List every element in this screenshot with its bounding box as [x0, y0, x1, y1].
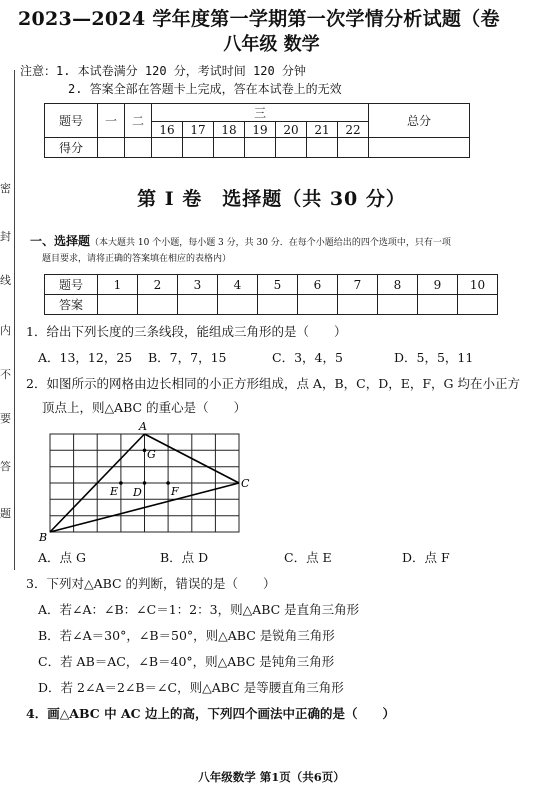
question-2-option-a: A．点 G: [38, 550, 86, 565]
answer-cell[interactable]: [218, 295, 258, 315]
answer-number: 3: [178, 275, 218, 295]
margin-char: 封: [0, 230, 11, 243]
answer-cell[interactable]: [338, 295, 378, 315]
score-cell[interactable]: [183, 138, 214, 158]
exam-subtitle: 八年级 数学: [223, 34, 320, 55]
margin-char: 答: [0, 460, 11, 473]
score-cell[interactable]: [152, 138, 183, 158]
section-intro-main: 一、选择题: [30, 234, 91, 248]
section-intro-line-2: [42, 250, 231, 264]
score-row-label: 题号: [45, 104, 98, 138]
answer-row-label: 答案: [45, 295, 98, 315]
score-cell[interactable]: [98, 138, 125, 158]
answer-number: 4: [218, 275, 258, 295]
answer-number: 6: [298, 275, 338, 295]
question-2-stem-line-2: 顶点上，则△ABC 的重心是（ ）: [42, 400, 247, 415]
question-2-stem-line-1: 2．如图所示的网格由边长相同的小正方形组成，点 A，B，C，D，E，F，G 均在小正方: [26, 376, 520, 391]
question-2-option-d: D．点 F: [402, 550, 450, 565]
score-sub-number: 16: [152, 122, 183, 138]
score-cell[interactable]: [214, 138, 245, 158]
score-cell[interactable]: [276, 138, 307, 158]
question-3-stem: 3．下列对△ABC 的判断，错误的是（ ）: [26, 576, 276, 591]
section-intro-line-1: [30, 232, 451, 249]
answer-number: 1: [98, 275, 138, 295]
question-4-stem: 4．画△ABC 中 AC 边上的高，下列四个画法中正确的是（ ）: [26, 706, 395, 721]
answer-cell[interactable]: [138, 295, 178, 315]
answer-cell[interactable]: [258, 295, 298, 315]
answer-cell[interactable]: [418, 295, 458, 315]
answer-cell[interactable]: [178, 295, 218, 315]
answer-number: 2: [138, 275, 178, 295]
question-1-option-b: B．7，7，15: [148, 350, 227, 365]
score-cell[interactable]: [338, 138, 369, 158]
score-col-part-two: 二: [125, 104, 152, 138]
label-f: F: [171, 485, 179, 498]
question-1-option-c: C．3，4，5: [272, 350, 343, 365]
point-g: [143, 449, 147, 453]
score-sub-number: 18: [214, 122, 245, 138]
question-1-stem: 1．给出下列长度的三条线段，能组成三角形的是（ ）: [26, 324, 347, 339]
question-2-grid-figure: [36, 420, 256, 544]
question-1-option-d: D．5，5，11: [394, 350, 474, 365]
answer-cell[interactable]: [298, 295, 338, 315]
margin-char: 线: [0, 274, 11, 287]
margin-char: 内: [0, 324, 11, 337]
section-intro-detail: 题目要求，请将正确的答案填在相应的表格内）: [42, 254, 232, 264]
label-c: C: [241, 477, 250, 490]
margin-char: 题: [0, 507, 11, 520]
score-row-label: 得分: [45, 138, 98, 158]
question-2-option-b: B．点 D: [160, 550, 209, 565]
answer-row-label: 题号: [45, 275, 98, 295]
margin-char: 要: [0, 412, 11, 425]
score-sub-number: 19: [245, 122, 276, 138]
label-d: D: [133, 486, 142, 499]
score-sub-number: 20: [276, 122, 307, 138]
margin-char: 不: [0, 368, 11, 381]
score-col-part-one: 一: [98, 104, 125, 138]
note-line-1: 注意：1. 本试卷满分 120 分，考试时间 120 分钟: [20, 64, 306, 78]
point-e: [119, 481, 123, 485]
score-sub-number: 21: [307, 122, 338, 138]
question-3-option-d: D．若 2∠A＝2∠B＝∠C，则△ABC 是等腰直角三角形: [38, 680, 344, 695]
score-sub-number: 17: [183, 122, 214, 138]
question-1-option-a: A．13，12，25: [38, 350, 133, 365]
section-intro-detail: （本大题共 10 个小题，每小题 3 分，共 30 分．在每个小题给出的四个选项中，只有一项: [90, 238, 451, 248]
answer-number: 5: [258, 275, 298, 295]
score-col-part-three: 三: [152, 104, 369, 122]
question-2-option-c: C．点 E: [284, 550, 332, 565]
answer-number: 8: [378, 275, 418, 295]
note-line-2: 2. 答案全部在答题卡上完成，答在本试卷上的无效: [68, 82, 342, 96]
score-cell[interactable]: [125, 138, 152, 158]
label-g: G: [147, 448, 156, 461]
question-3-option-b: B．若∠A＝30°，∠B＝50°，则△ABC 是锐角三角形: [38, 628, 335, 643]
label-a: A: [139, 420, 147, 433]
section-title: 第 I 卷 选择题（共 30 分）: [137, 188, 406, 210]
question-3-option-c: C．若 AB＝AC，∠B＝40°，则△ABC 是钝角三角形: [38, 654, 335, 669]
score-cell[interactable]: [245, 138, 276, 158]
answer-cell[interactable]: [98, 295, 138, 315]
point-d: [143, 481, 147, 485]
score-col-total: 总分: [369, 104, 470, 138]
label-b: B: [39, 531, 48, 544]
score-total-cell[interactable]: [369, 138, 470, 158]
score-table: [44, 103, 470, 158]
score-sub-number: 22: [338, 122, 369, 138]
page-footer: 八年级数学 第1页（共6页）: [198, 770, 345, 784]
answer-number: 7: [338, 275, 378, 295]
question-3-option-a: A．若∠A：∠B：∠C＝1：2：3，则△ABC 是直角三角形: [38, 602, 360, 617]
label-e: E: [110, 485, 119, 498]
binding-line: [14, 70, 15, 570]
point-f: [166, 481, 170, 485]
margin-char: 密: [0, 182, 11, 195]
score-cell[interactable]: [307, 138, 338, 158]
answer-number: 9: [418, 275, 458, 295]
answer-table: [44, 274, 498, 315]
exam-title: 2023—2024 学年度第一学期第一次学情分析试题（卷: [18, 8, 500, 30]
answer-cell[interactable]: [378, 295, 418, 315]
answer-cell[interactable]: [458, 295, 498, 315]
answer-number: 10: [458, 275, 498, 295]
